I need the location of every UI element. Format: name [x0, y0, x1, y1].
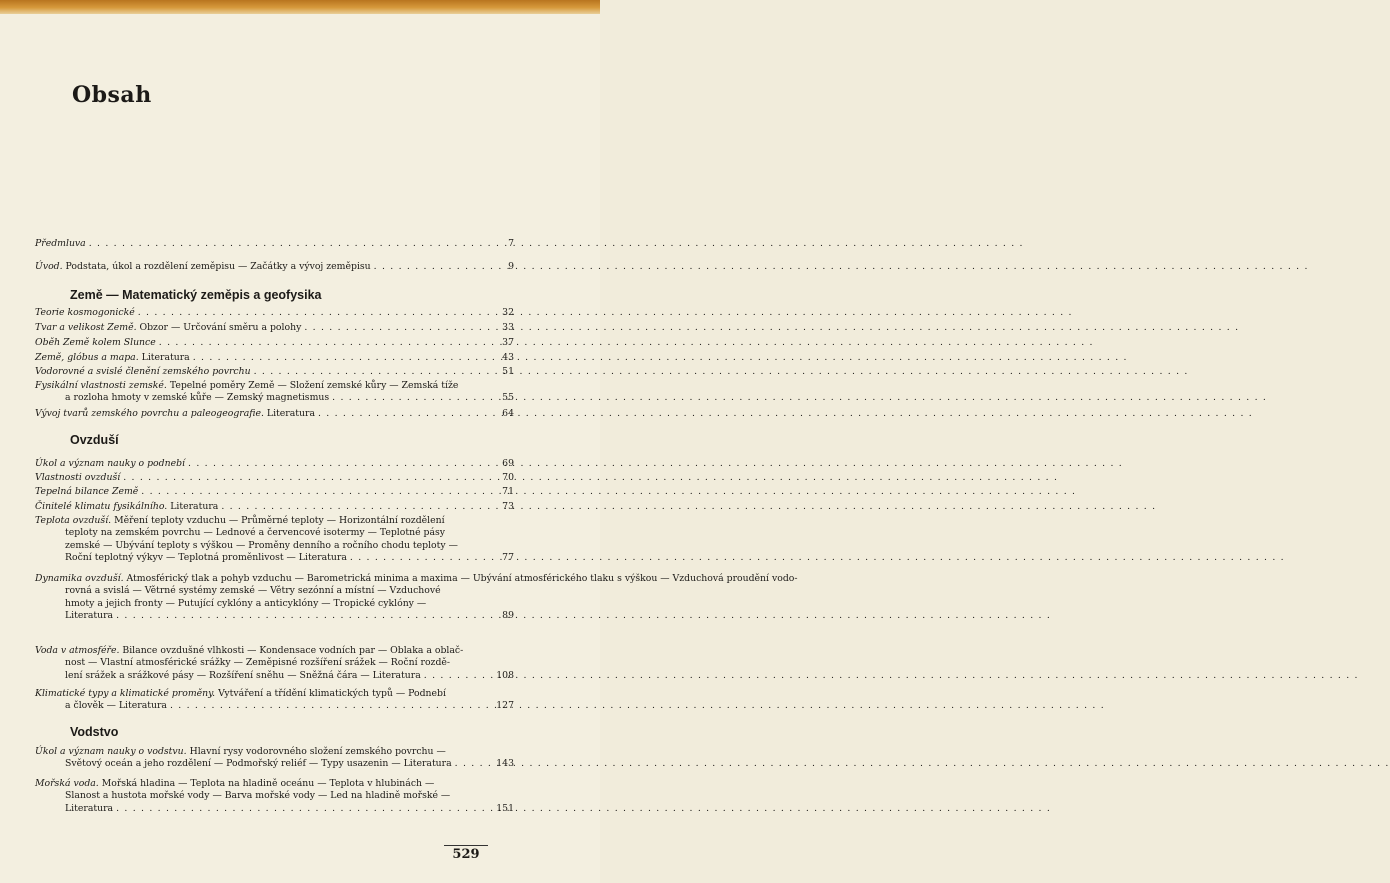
dot-leader	[170, 700, 482, 712]
toc-entry-text: Podstata, úkol a rozdělení zeměpisu — Začátky a vývoj zeměpisu	[62, 261, 371, 272]
toc-entry[interactable]	[35, 486, 485, 498]
dot-leader	[332, 392, 482, 404]
toc-page-number: 55	[502, 392, 514, 404]
toc-entry-text: a člověk — Literatura	[65, 700, 167, 712]
toc-entry-title: Tepelná bilance Země	[35, 486, 139, 497]
toc-entry[interactable]	[35, 778, 485, 815]
toc-entry[interactable]	[35, 337, 485, 349]
toc-entry-text: Bilance ovzdušné vlhkosti — Kondensace vodních par — Oblaka a oblač-	[119, 645, 464, 656]
dot-leader	[159, 337, 482, 349]
toc-entry-text: Slanost a hustota mořské vody — Barva mořské vody — Led na hladině mořské —	[65, 790, 451, 802]
toc-entry-text: Literatura	[263, 408, 315, 419]
toc-entry[interactable]	[35, 352, 485, 364]
toc-entry[interactable]	[35, 408, 485, 420]
toc-entry-title: Teorie kosmogonické	[35, 307, 135, 318]
toc-entry-text: a rozloha hmoty v zemské kůře — Zemský magnetismus	[65, 392, 330, 404]
dot-leader	[304, 322, 482, 334]
dot-leader	[424, 670, 482, 682]
toc-entry[interactable]	[35, 472, 485, 484]
toc-page-number: 108	[496, 669, 514, 681]
toc-entry-text: hmoty a jejich fronty — Putující cyklóny a anticyklóny — Tropické cyklóny —	[65, 597, 427, 609]
toc-entry-text: lení srážek a srážkové pásy — Rozšíření sněhu — Sněžná čára — Literatura	[65, 669, 421, 681]
toc-entry-text: nost — Vlastní atmosférické srážky — Zeměpisné rozšíření srážek — Roční rozdě-	[65, 657, 451, 669]
toc-page-number: 7	[508, 238, 514, 249]
toc-entry[interactable]	[35, 366, 485, 378]
toc-entry-title: Fysikální vlastnosti zemské.	[35, 380, 167, 391]
toc-page-number: 9	[508, 261, 514, 272]
dot-leader	[141, 486, 482, 498]
toc-page-number: 151	[496, 802, 514, 814]
toc-entry[interactable]	[35, 322, 485, 334]
toc-entry-title: Vodorovné a svislé členění zemského povrchu	[35, 366, 251, 377]
toc-entry-title: Voda v atmosféře.	[35, 645, 120, 656]
dot-leader	[221, 501, 482, 513]
toc-page-number: 33	[502, 322, 514, 333]
toc-entry-title: Oběh Země kolem Slunce	[35, 337, 156, 348]
section-heading: Země — Matematický zeměpis a geofysika	[70, 288, 322, 302]
toc-page-number: 37	[502, 337, 514, 348]
dot-leader	[455, 758, 482, 770]
toc-entry-title: Dynamika ovzduší.	[35, 573, 124, 584]
toc-entry-text: Tepelné poměry Země — Složení zemské kůry — Zemská tíže	[166, 380, 459, 391]
toc-entry[interactable]	[35, 645, 485, 682]
dot-leader	[188, 458, 482, 470]
toc-entry-text: teploty na zemském povrchu — Lednové a červencové isotermy — Teplotné pásy	[65, 527, 446, 539]
toc-entry-text: Vytváření a třídění klimatických typů — Podnebí	[215, 688, 446, 699]
toc-page-number: 143	[496, 758, 514, 770]
toc-page-number: 71	[502, 486, 514, 497]
toc-entry-text: zemské — Ubývání teploty s výškou — Proměny denního a ročního chodu teploty —	[65, 539, 458, 551]
dot-leader	[254, 366, 482, 378]
toc-entry-text: Mořská hladina — Teplota na hladině oceánu — Teplota v hlubinách —	[98, 778, 435, 789]
toc-page-number: 127	[496, 700, 514, 712]
page-top-edge	[0, 0, 600, 14]
toc-entry-title: Teplota ovzduší.	[35, 515, 112, 526]
toc-page-number: 69	[502, 458, 514, 469]
page-title: Obsah	[72, 82, 152, 108]
dot-leader	[374, 261, 482, 273]
toc-page-number: 73	[502, 501, 514, 512]
toc-page-number: 32	[502, 307, 514, 318]
dot-leader	[116, 610, 482, 622]
toc-entry-title: Mořská voda.	[35, 778, 99, 789]
dot-leader	[138, 307, 482, 319]
toc-entry-title: Země, glóbus a mapa.	[35, 352, 139, 363]
toc-entry-title: Úkol a význam nauky o podnebí	[35, 458, 186, 469]
toc-page-number: 77	[502, 552, 514, 564]
toc-entry[interactable]	[35, 458, 485, 470]
toc-entry-text: rovná a svislá — Větrné systémy zemské — Větry sezónní a místní — Vzduchové	[65, 585, 441, 597]
toc-page-number: 51	[502, 366, 514, 377]
toc-entry[interactable]	[35, 380, 485, 405]
toc-entry-title: Tvar a velikost Země.	[35, 322, 137, 333]
toc-page-number: 70	[502, 472, 514, 483]
toc-entry-title: Předmluva	[35, 238, 86, 249]
toc-entry[interactable]	[35, 515, 485, 565]
dot-leader	[350, 552, 482, 564]
toc-entry-text: Obzor — Určování směru a polohy	[136, 322, 302, 333]
dot-leader	[89, 238, 482, 250]
toc-entry[interactable]	[35, 238, 485, 250]
section-heading: Vodstvo	[70, 725, 119, 739]
toc-entry-title: Úkol a význam nauky o vodstvu.	[35, 746, 187, 757]
toc-entry-text: Světový oceán a jeho rozdělení — Podmořský reliéf — Typy usazenin — Literatura	[65, 758, 452, 770]
toc-entry-title: Klimatické typy a klimatické proměny.	[35, 688, 216, 699]
toc-entry-text: Literatura	[65, 802, 114, 814]
dot-leader	[123, 472, 482, 484]
toc-entry-title: Vývoj tvarů zemského povrchu a paleogeografie.	[35, 408, 264, 419]
dot-leader	[116, 803, 482, 815]
toc-entry-text: Hlavní rysy vodorovného složení zemského povrchu —	[186, 746, 446, 757]
toc-entry-text: Roční teplotný výkyv — Teplotná proměnlivost — Literatura	[65, 552, 347, 564]
page-number: 529	[444, 845, 488, 862]
dot-leader	[318, 408, 482, 420]
toc-page-number: 89	[502, 610, 514, 622]
toc-entry-text: Atmosférický tlak a pohyb vzduchu — Barometrická minima a maxima — Ubývání atmosférického tlaku s výškou — Vzduchová proudění vodo-	[123, 573, 798, 584]
section-heading: Ovzduší	[70, 433, 119, 447]
toc-entry[interactable]	[35, 501, 485, 513]
toc-entry-title: Činitelé klimatu fysikálního.	[35, 501, 168, 512]
toc-entry[interactable]	[35, 307, 485, 319]
toc-page-number: 64	[502, 408, 514, 419]
toc-entry[interactable]	[35, 261, 485, 273]
toc-entry[interactable]	[35, 688, 485, 713]
toc-entry-text: Měření teploty vzduchu — Průměrné teploty — Horizontální rozdělení	[111, 515, 445, 526]
toc-entry-text: Literatura	[65, 610, 114, 622]
dot-leader	[193, 352, 482, 364]
toc-entry-text: Literatura	[138, 352, 190, 363]
toc-entry[interactable]	[35, 746, 485, 771]
toc-entry-title: Úvod.	[35, 261, 63, 272]
toc-entry-title: Vlastnosti ovzduší	[35, 472, 121, 483]
toc-page-number: 43	[502, 352, 514, 363]
toc-entry-text: Literatura	[167, 501, 219, 512]
